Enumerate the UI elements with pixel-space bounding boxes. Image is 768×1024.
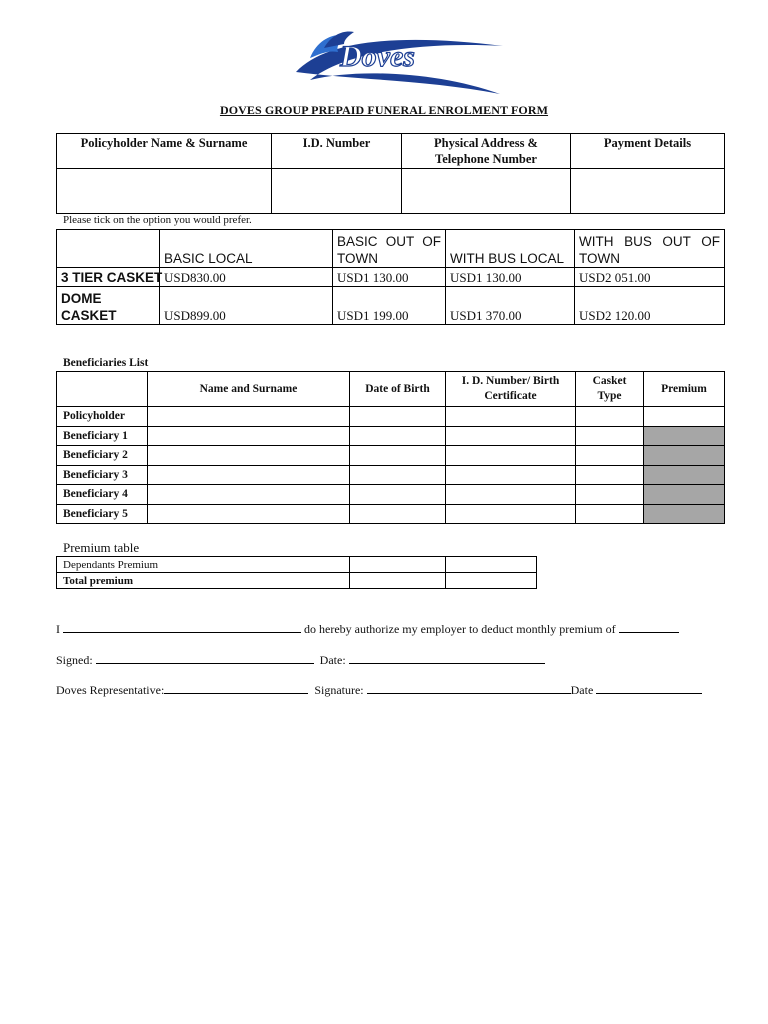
beneficiaries-title: Beneficiaries List: [63, 357, 149, 369]
total-premium-field-2[interactable]: [446, 573, 537, 589]
total-premium-field[interactable]: [350, 573, 446, 589]
premium-disabled-cell: [644, 485, 725, 505]
price-option[interactable]: USD899.00: [160, 287, 333, 325]
dependants-premium-field-2[interactable]: [446, 557, 537, 573]
col-basic-local: BASIC LOCAL: [160, 230, 333, 268]
id-field[interactable]: [446, 504, 576, 524]
price-option[interactable]: USD1 199.00: [333, 287, 446, 325]
employee-name-field[interactable]: [63, 621, 301, 633]
name-field[interactable]: [148, 465, 350, 485]
row-dome-casket: DOME CASKET: [57, 287, 160, 325]
col-premium: Premium: [644, 372, 725, 407]
id-number-field[interactable]: [272, 169, 402, 214]
dob-field[interactable]: [350, 465, 446, 485]
tick-note: Please tick on the option you would prefer.: [63, 214, 252, 226]
col-date-of-birth: Date of Birth: [350, 372, 446, 407]
authorization-text: do hereby authorize my employer to deduct monthly premium of: [304, 622, 616, 636]
col-address-phone: Physical Address & Telephone Number: [402, 134, 571, 169]
representative-line: [56, 682, 702, 698]
dependants-premium-field[interactable]: [350, 557, 446, 573]
payment-details-field[interactable]: [571, 169, 725, 214]
row-3-tier-casket: 3 TIER CASKET: [57, 268, 160, 287]
premium-amount-field[interactable]: [619, 621, 679, 633]
package-corner-cell: [57, 230, 160, 268]
id-field[interactable]: [446, 407, 576, 427]
dob-field[interactable]: [350, 446, 446, 466]
name-field[interactable]: [148, 504, 350, 524]
price-option[interactable]: USD1 370.00: [446, 287, 575, 325]
id-field[interactable]: [446, 446, 576, 466]
premium-disabled-cell: [644, 426, 725, 446]
row-label: Beneficiary 2: [57, 446, 148, 466]
col-payment-details: Payment Details: [571, 134, 725, 169]
package-options-table: [56, 229, 725, 325]
row-label: Beneficiary 3: [57, 465, 148, 485]
table-row: [57, 504, 725, 524]
col-name-surname: Name and Surname: [148, 372, 350, 407]
signature-field[interactable]: [367, 682, 571, 694]
premium-table-title: Premium table: [63, 540, 140, 555]
col-policyholder-name: Policyholder Name & Surname: [57, 134, 272, 169]
row-label: Beneficiary 1: [57, 426, 148, 446]
row-label: Policyholder: [57, 407, 148, 427]
authorization-prefix: I: [56, 622, 60, 636]
casket-field[interactable]: [576, 426, 644, 446]
id-field[interactable]: [446, 465, 576, 485]
price-option[interactable]: USD830.00: [160, 268, 333, 287]
rep-date-label: Date: [570, 683, 594, 697]
dob-field[interactable]: [350, 504, 446, 524]
col-basic-out-of-town: BASIC OUT OF TOWN: [333, 230, 446, 268]
beneficiaries-table: [56, 371, 725, 524]
dob-field[interactable]: [350, 485, 446, 505]
policyholder-table: [56, 133, 725, 214]
price-option[interactable]: USD1 130.00: [446, 268, 575, 287]
rep-date-field[interactable]: [596, 682, 702, 694]
signed-line: [56, 652, 545, 668]
rep-label: Doves Representative:: [56, 683, 165, 697]
col-with-bus-out-of-town: WITH BUS OUT OF TOWN: [575, 230, 725, 268]
table-row: [57, 557, 537, 573]
col-id-number: I.D. Number: [272, 134, 402, 169]
signed-label: Signed:: [56, 653, 93, 667]
col-casket-type: Casket Type: [576, 372, 644, 407]
casket-field[interactable]: [576, 407, 644, 427]
date-field[interactable]: [349, 652, 545, 664]
name-field[interactable]: [148, 485, 350, 505]
col-id-birth-cert: I. D. Number/ Birth Certificate: [446, 372, 576, 407]
premium-table: [56, 556, 537, 589]
casket-field[interactable]: [576, 465, 644, 485]
price-option[interactable]: USD2 120.00: [575, 287, 725, 325]
name-field[interactable]: [148, 446, 350, 466]
table-row: [57, 573, 537, 589]
id-field[interactable]: [446, 485, 576, 505]
policyholder-name-field[interactable]: [57, 169, 272, 214]
premium-disabled-cell: [644, 465, 725, 485]
premium-disabled-cell: [644, 446, 725, 466]
date-label: Date:: [319, 653, 346, 667]
authorization-line: [56, 621, 679, 637]
signed-field[interactable]: [96, 652, 314, 664]
table-row: [57, 446, 725, 466]
price-option[interactable]: USD2 051.00: [575, 268, 725, 287]
casket-field[interactable]: [576, 504, 644, 524]
doves-logo: [288, 28, 513, 98]
total-premium-label: Total premium: [57, 573, 350, 589]
premium-disabled-cell: [644, 504, 725, 524]
name-field[interactable]: [148, 407, 350, 427]
logo-wordmark: Doves: [340, 40, 415, 73]
table-row: [57, 465, 725, 485]
table-row: [57, 407, 725, 427]
dependants-premium-label: Dependants Premium: [57, 557, 350, 573]
form-title: DOVES GROUP PREPAID FUNERAL ENROLMENT FORM: [219, 103, 549, 117]
row-label: Beneficiary 4: [57, 485, 148, 505]
table-row: [57, 485, 725, 505]
dob-field[interactable]: [350, 426, 446, 446]
casket-field[interactable]: [576, 485, 644, 505]
dob-field[interactable]: [350, 407, 446, 427]
price-option[interactable]: USD1 130.00: [333, 268, 446, 287]
premium-field[interactable]: [644, 407, 725, 427]
casket-field[interactable]: [576, 446, 644, 466]
id-field[interactable]: [446, 426, 576, 446]
signature-label: Signature:: [314, 683, 364, 697]
name-field[interactable]: [148, 426, 350, 446]
rep-field[interactable]: [164, 682, 308, 694]
ben-corner-cell: [57, 372, 148, 407]
col-with-bus-local: WITH BUS LOCAL: [446, 230, 575, 268]
address-phone-field[interactable]: [402, 169, 571, 214]
table-row: [57, 426, 725, 446]
row-label: Beneficiary 5: [57, 504, 148, 524]
